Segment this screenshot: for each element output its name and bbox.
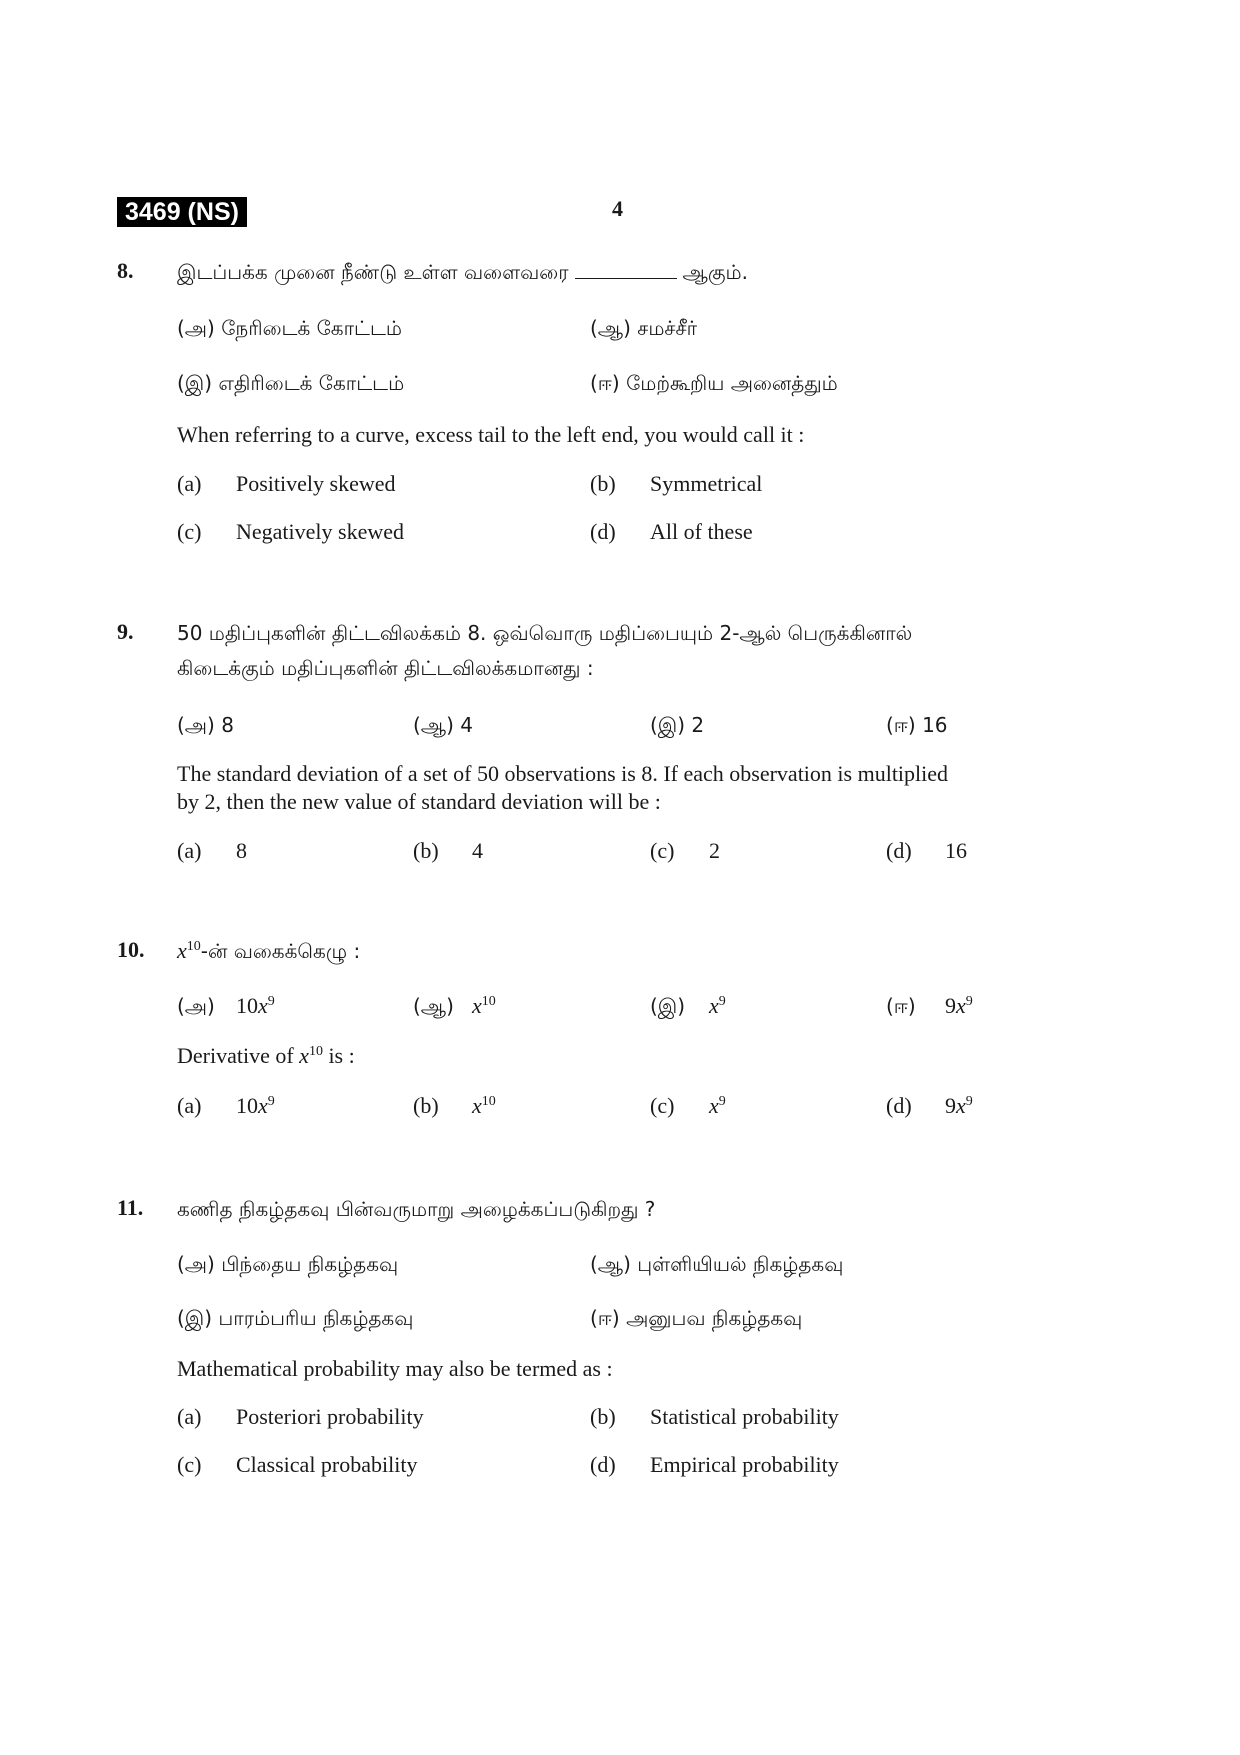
q11-option-c[interactable]: Classical probability — [236, 1452, 418, 1477]
coefficient: 9 — [945, 1093, 956, 1118]
page-number: 4 — [612, 196, 623, 221]
q10-ta-option-d[interactable] — [945, 992, 973, 1024]
exponent: 9 — [267, 994, 275, 1009]
coefficient: 10 — [236, 993, 258, 1018]
q8-ta-option-b[interactable]: (ஆ) சமச்சீர் — [590, 316, 698, 340]
q11-letter-a: (a) — [177, 1404, 202, 1429]
question-10-english — [177, 1042, 355, 1074]
coefficient: 10 — [236, 1093, 258, 1118]
variable-x: x — [709, 1093, 719, 1118]
question-10-english-text: Derivative of — [177, 1043, 294, 1068]
q9-ta-option-b[interactable]: (ஆ) 4 — [413, 713, 473, 737]
q11-ta-option-d[interactable]: (ஈ) அனுபவ நிகழ்தகவு — [590, 1306, 803, 1330]
question-8-tamil-text: இடப்பக்க முனை நீண்டு உள்ள வளைவரை — [177, 260, 569, 284]
question-11-number: 11. — [117, 1195, 144, 1220]
question-10-number: 10. — [117, 937, 145, 962]
q11-ta-option-a[interactable]: (அ) பிந்தைய நிகழ்தகவு — [177, 1252, 399, 1276]
question-8-english: When referring to a curve, excess tail to the left end, you would call it : — [177, 422, 805, 447]
q10-option-b[interactable] — [472, 1092, 496, 1124]
exponent: 10 — [481, 1094, 496, 1109]
variable-x: x — [472, 1093, 482, 1118]
q10-letter-c: (c) — [650, 1093, 675, 1118]
paper-code-badge: 3469 (NS) — [117, 197, 247, 227]
q10-ta-letter-a: (அ) — [177, 994, 215, 1018]
exponent: 9 — [965, 1094, 973, 1109]
exponent: 10 — [186, 939, 201, 954]
question-10-tamil — [177, 937, 360, 969]
question-9-english-line1: The standard deviation of a set of 50 observations is 8. If each observation is multiplied — [177, 761, 949, 786]
q10-ta-option-c[interactable] — [709, 992, 726, 1024]
q11-ta-option-c[interactable]: (இ) பாரம்பரிய நிகழ்தகவு — [177, 1306, 414, 1330]
question-8-tamil — [177, 258, 748, 286]
exponent: 9 — [718, 1094, 726, 1109]
q10-ta-option-a[interactable] — [236, 992, 275, 1024]
q10-ta-option-b[interactable] — [472, 992, 496, 1024]
question-10-english-end: is : — [328, 1043, 355, 1068]
question-9-tamil-line1: 50 மதிப்புகளின் திட்டவிலக்கம் 8. ஒவ்வொரு மதிப்பையும் 2-ஆல் பெருக்கினால் — [177, 621, 913, 645]
q11-letter-c: (c) — [177, 1452, 202, 1477]
q11-option-b[interactable]: Statistical probability — [650, 1404, 839, 1429]
coefficient: 9 — [945, 993, 956, 1018]
q9-letter-a: (a) — [177, 838, 202, 863]
q11-letter-b: (b) — [590, 1404, 616, 1429]
q8-ta-option-a[interactable]: (அ) நேரிடைக் கோட்டம் — [177, 316, 402, 340]
question-9-number: 9. — [117, 619, 134, 644]
q8-option-c[interactable]: Negatively skewed — [236, 519, 404, 544]
q9-option-a[interactable]: 8 — [236, 838, 247, 863]
q8-option-b[interactable]: Symmetrical — [650, 471, 763, 496]
q10-option-a[interactable] — [236, 1092, 275, 1124]
variable-x: x — [299, 1043, 309, 1068]
q11-option-d[interactable]: Empirical probability — [650, 1452, 839, 1477]
q10-letter-d: (d) — [886, 1093, 912, 1118]
exponent: 9 — [965, 994, 973, 1009]
q9-option-b[interactable]: 4 — [472, 838, 483, 863]
q9-ta-option-c[interactable]: (இ) 2 — [650, 713, 705, 737]
answer-blank — [575, 264, 677, 279]
q10-option-d[interactable] — [945, 1092, 973, 1124]
q10-option-c[interactable] — [709, 1092, 726, 1124]
q10-ta-letter-d: (ஈ) — [886, 994, 916, 1018]
exponent: 10 — [481, 994, 496, 1009]
question-9-english-line2: by 2, then the new value of standard deviation will be : — [177, 789, 661, 814]
question-11-tamil: கணித நிகழ்தகவு பின்வருமாறு அழைக்கப்படுகிறது ? — [177, 1197, 656, 1221]
question-8-tamil-end: ஆகும். — [682, 260, 748, 284]
variable-x: x — [956, 1093, 966, 1118]
q10-letter-b: (b) — [413, 1093, 439, 1118]
question-9-tamil-line2: கிடைக்கும் மதிப்புகளின் திட்டவிலக்கமானது : — [177, 656, 594, 680]
q9-ta-option-a[interactable]: (அ) 8 — [177, 713, 234, 737]
q10-ta-letter-b: (ஆ) — [413, 994, 454, 1018]
q8-option-d[interactable]: All of these — [650, 519, 753, 544]
q8-letter-c: (c) — [177, 519, 202, 544]
q9-option-c[interactable]: 2 — [709, 838, 720, 863]
exponent: 10 — [308, 1044, 323, 1059]
q9-letter-b: (b) — [413, 838, 439, 863]
exponent: 9 — [267, 1094, 275, 1109]
variable-x: x — [472, 993, 482, 1018]
q11-option-a[interactable]: Posteriori probability — [236, 1404, 424, 1429]
question-8-number: 8. — [117, 258, 134, 283]
q9-letter-d: (d) — [886, 838, 912, 863]
q8-letter-b: (b) — [590, 471, 616, 496]
q9-ta-option-d[interactable]: (ஈ) 16 — [886, 713, 948, 737]
q11-ta-option-b[interactable]: (ஆ) புள்ளியியல் நிகழ்தகவு — [590, 1252, 844, 1276]
q8-ta-option-c[interactable]: (இ) எதிரிடைக் கோட்டம் — [177, 371, 405, 395]
q9-letter-c: (c) — [650, 838, 675, 863]
question-10-tamil-text: -ன் வகைக்கெழு : — [200, 939, 361, 963]
variable-x: x — [258, 1093, 268, 1118]
question-11-english: Mathematical probability may also be termed as : — [177, 1356, 613, 1381]
q8-letter-a: (a) — [177, 471, 202, 496]
q11-letter-d: (d) — [590, 1452, 616, 1477]
q10-ta-letter-c: (இ) — [650, 994, 686, 1018]
q10-letter-a: (a) — [177, 1093, 202, 1118]
variable-x: x — [177, 938, 187, 963]
variable-x: x — [956, 993, 966, 1018]
q8-ta-option-d[interactable]: (ஈ) மேற்கூறிய அனைத்தும் — [590, 371, 838, 395]
q8-option-a[interactable]: Positively skewed — [236, 471, 396, 496]
variable-x: x — [709, 993, 719, 1018]
variable-x: x — [258, 993, 268, 1018]
exponent: 9 — [718, 994, 726, 1009]
q8-letter-d: (d) — [590, 519, 616, 544]
q9-option-d[interactable]: 16 — [945, 838, 967, 863]
